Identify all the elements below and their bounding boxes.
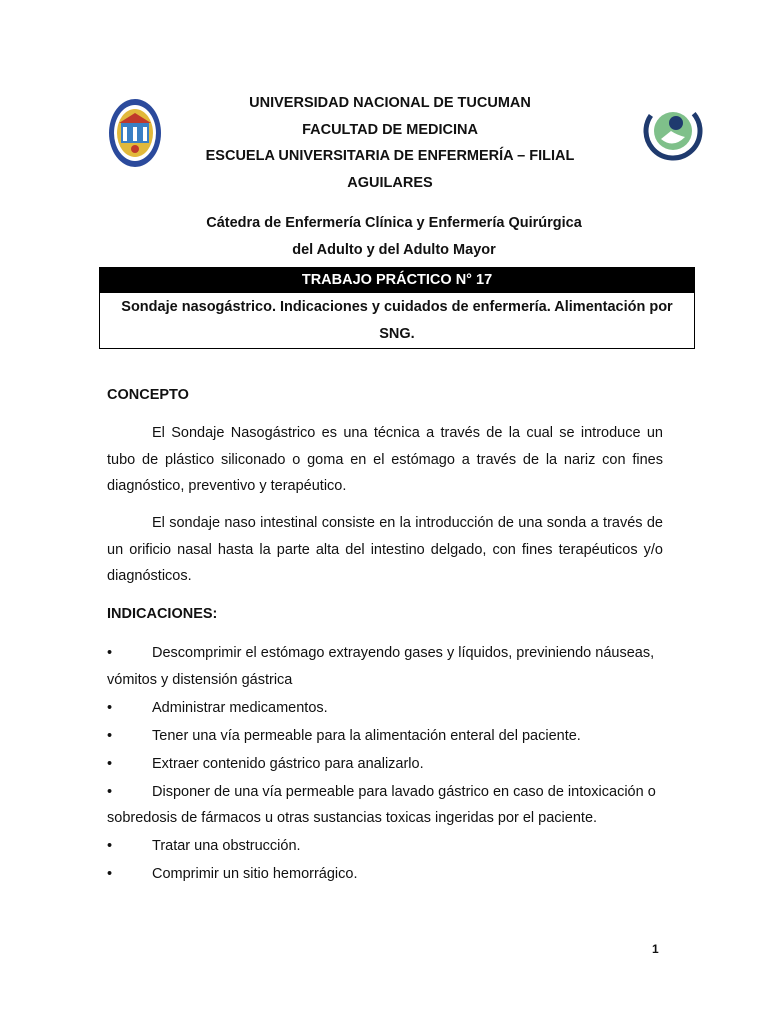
indicaciones-list [107,640,667,889]
bullet-icon: • [107,645,113,661]
bullet-icon: • [107,755,113,772]
concepto-p2-text: El sondaje naso intestinal consiste en la introducción de una sonda a través de un orificio nasal hasta la parte alta del intestino delgado, con fines terapéuticos y/o diagnósticos. [107,515,663,584]
institution-header [160,90,620,196]
page-number: 1 [652,942,659,956]
school-name-line1: ESCUELA UNIVERSITARIA DE ENFERMERÍA – FILIAL [205,148,575,164]
bullet-icon: • [107,783,113,800]
catedra-heading [120,210,668,264]
bullet-icon: • [107,866,113,882]
list-item: • Comprimir un sitio hemorrágico. [107,861,667,888]
bullet-icon: • [107,699,113,716]
list-item: • Descomprimir el estómago extrayendo gases y líquidos, previniendo náuseas, vómitos y distensión gástrica [107,640,667,693]
nursing-school-logo [643,101,703,161]
catedra-line2: del Adulto y del Adulto Mayor [292,242,496,258]
list-item: • Disponer de una vía permeable para lavado gástrico en caso de intoxicación o sobredosis de fármacos u otras sustancias toxicas ingeridas por el paciente. [107,779,667,832]
faculty-name: FACULTAD DE MEDICINA [302,121,478,138]
practical-work-title: TRABAJO PRÁCTICO N° 17 [100,268,694,293]
concepto-paragraph-2 [107,510,663,590]
list-item: • Extraer contenido gástrico para analizarlo. [107,751,667,778]
indicaciones-title: INDICACIONES: [107,606,218,622]
bullet-icon: • [107,838,113,854]
practical-work-box [99,267,695,349]
list-item: • Tener una vía permeable para la alimentación enteral del paciente. [107,723,667,750]
university-name: UNIVERSIDAD NACIONAL DE TUCUMAN [249,95,531,111]
concepto-paragraph-1 [107,420,663,500]
practical-work-subtitle [100,293,694,348]
concepto-p1-text: El Sondaje Nasogástrico es una técnica a través de la cual se introduce un tubo de plástico siliconado o goma en el estómago a través de la nariz con fines diagnóstico, preventivo y terapéutico. [107,425,663,494]
bullet-icon: • [107,727,113,744]
list-item: • Tratar una obstrucción. [107,833,667,860]
subtitle-line2: SNG. [379,326,415,342]
school-name-line2: AGUILARES [347,174,433,191]
subtitle-line1: Sondaje nasogástrico. Indicaciones y cuidados de enfermería. Alimentación por [121,299,673,315]
university-seal-logo [108,97,162,169]
concepto-title: CONCEPTO [107,387,189,403]
list-item: • Administrar medicamentos. [107,695,667,722]
catedra-line1: Cátedra de Enfermería Clínica y Enfermería Quirúrgica [206,215,582,231]
